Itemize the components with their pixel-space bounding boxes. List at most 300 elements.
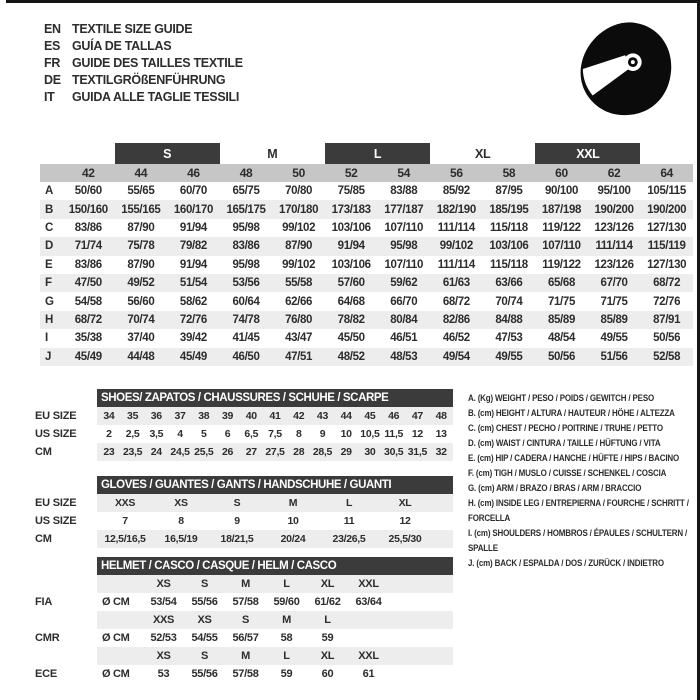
- legend-item: G. (cm) ARM / BRAZO / BRAS / ARM / BRACCIO: [468, 483, 642, 494]
- size-value-cell: 165/175: [226, 203, 266, 216]
- size-column-header: 46: [187, 166, 200, 180]
- legend-item: C. (cm) CHEST / PECHO / POITRINE / TRUHE / PETTO: [468, 423, 663, 434]
- size-value-cell: 105/115: [647, 185, 686, 198]
- strip-row: [35, 530, 453, 548]
- unit-cell: Ø CM: [102, 668, 130, 680]
- size-value-cell: 57/60: [337, 277, 365, 290]
- size-value-cell: L: [283, 578, 290, 590]
- size-value-cell: 123/126: [594, 221, 634, 234]
- measurement-row: [40, 200, 693, 218]
- size-column-header: 42: [81, 166, 95, 180]
- size-value-cell: 49/55: [600, 332, 628, 345]
- size-column-header: 50: [292, 166, 305, 180]
- size-value-cell: 53/56: [232, 277, 260, 290]
- size-value-cell: 48/53: [390, 350, 418, 363]
- size-value-cell: 9: [319, 428, 326, 440]
- helmet-rows: [35, 575, 453, 683]
- size-group-row: [62, 143, 693, 164]
- size-value-cell: L: [283, 650, 290, 662]
- size-value-cell: 95/98: [232, 221, 260, 234]
- strip-row-label: EU SIZE: [35, 497, 77, 509]
- size-value-cell: 91/94: [179, 221, 207, 234]
- size-value-cell: 68/72: [442, 295, 470, 308]
- size-value-cell: XXS: [152, 614, 175, 626]
- size-value-cell: L: [324, 614, 331, 626]
- strip-row-label: ECE: [35, 668, 58, 680]
- size-value-cell: 150/160: [68, 203, 108, 216]
- row-letter: A: [45, 185, 53, 198]
- language-code: FR: [44, 56, 61, 70]
- size-value-cell: 6,5: [244, 428, 259, 440]
- size-value-cell: 75/85: [337, 185, 365, 198]
- row-letter: C: [45, 221, 53, 234]
- size-value-cell: 10,5: [360, 428, 380, 440]
- row-letter: H: [45, 313, 53, 326]
- helmet-size-table: [35, 557, 453, 683]
- row-letter: F: [45, 277, 52, 290]
- size-value-cell: XS: [156, 650, 171, 662]
- measurement-rows: [40, 182, 693, 366]
- size-value-cell: 170/180: [279, 203, 319, 216]
- size-value-cell: 13: [435, 428, 447, 440]
- size-value-cell: 95/98: [232, 258, 260, 271]
- size-value-cell: 76/80: [285, 313, 313, 326]
- strip-row: [97, 575, 453, 593]
- size-value-cell: 62/66: [285, 295, 313, 308]
- size-value-cell: 55/56: [191, 596, 218, 608]
- strip-row-label: CM: [35, 446, 52, 458]
- size-value-cell: XXL: [358, 578, 379, 590]
- measurement-row: [40, 311, 693, 329]
- size-value-cell: 10: [287, 515, 299, 527]
- size-value-cell: 37: [174, 410, 186, 422]
- size-value-cell: 39/42: [179, 332, 207, 345]
- size-column-header: 44: [134, 166, 148, 180]
- size-value-cell: 54/58: [74, 295, 102, 308]
- size-value-cell: 99/102: [282, 258, 316, 271]
- strip-row-label: US SIZE: [35, 428, 77, 440]
- size-value-cell: 35/38: [74, 332, 102, 345]
- size-value-cell: 63/64: [355, 596, 382, 608]
- strip-row: [35, 512, 453, 530]
- size-value-cell: 115/119: [647, 240, 686, 253]
- size-value-cell: 91/94: [337, 240, 365, 253]
- shoes-rows: [35, 407, 453, 461]
- size-value-cell: 12,5/16,5: [104, 533, 146, 545]
- size-value-cell: 60/64: [232, 295, 260, 308]
- strip-row: [35, 425, 453, 443]
- size-value-cell: 182/190: [436, 203, 476, 216]
- language-title-list: [44, 21, 243, 106]
- measurement-row: [40, 274, 693, 292]
- size-value-cell: 65/68: [547, 277, 575, 290]
- size-value-cell: 27,5: [265, 446, 285, 458]
- unit-cell: Ø CM: [102, 596, 130, 608]
- size-value-cell: 7: [122, 515, 128, 527]
- size-value-cell: 80/84: [390, 313, 418, 326]
- size-value-cell: 46/51: [390, 332, 418, 345]
- size-value-cell: 64/68: [337, 295, 365, 308]
- size-value-cell: 28,5: [312, 446, 333, 458]
- size-value-cell: 46/50: [232, 350, 260, 363]
- size-value-cell: 55/56: [191, 668, 218, 680]
- size-value-cell: 24,5: [170, 446, 190, 458]
- size-column-header: 48: [239, 166, 253, 180]
- size-value-cell: 53/54: [150, 596, 177, 608]
- strip-row-label: CM: [35, 533, 52, 545]
- size-value-cell: 173/183: [331, 203, 371, 216]
- main-size-table: [40, 143, 693, 366]
- size-value-cell: 23/26,5: [332, 533, 366, 545]
- size-value-cell: 66/70: [390, 295, 418, 308]
- size-value-cell: 83/88: [390, 185, 418, 198]
- size-value-cell: 185/195: [489, 203, 529, 216]
- row-letter: G: [45, 295, 54, 308]
- size-value-cell: 47: [411, 410, 423, 422]
- size-value-cell: 2,5: [125, 428, 140, 440]
- size-column-header: 52: [344, 166, 358, 180]
- size-value-cell: 45/50: [337, 332, 365, 345]
- size-value-cell: 42: [293, 410, 305, 422]
- size-value-cell: XS: [174, 497, 188, 509]
- size-value-cell: 61/63: [442, 277, 470, 290]
- size-value-cell: 87/95: [495, 185, 523, 198]
- size-value-cell: 59: [280, 668, 293, 680]
- size-value-cell: 103/106: [331, 258, 371, 271]
- size-value-cell: 30: [364, 446, 376, 458]
- size-value-cell: 20/24: [280, 533, 306, 545]
- size-column-header: 62: [607, 166, 621, 180]
- size-value-cell: 12: [399, 515, 411, 527]
- size-value-cell: XL: [320, 578, 335, 590]
- language-code: EN: [44, 22, 61, 36]
- size-value-cell: 49/55: [495, 350, 523, 363]
- helmet-header: HELMET / CASCO / CASQUE / HELM / CASCO: [97, 557, 453, 575]
- size-value-cell: 52/53: [150, 632, 177, 644]
- size-value-cell: 45/49: [179, 350, 207, 363]
- language-label: TEXTILE SIZE GUIDE: [72, 22, 193, 36]
- size-value-cell: 47/53: [495, 332, 523, 345]
- size-value-cell: M: [282, 614, 291, 626]
- size-value-cell: 71/75: [547, 295, 575, 308]
- size-value-cell: 45: [364, 410, 376, 422]
- size-value-cell: 99/102: [439, 240, 473, 253]
- size-value-cell: 95/100: [597, 185, 631, 198]
- size-value-cell: 127/130: [647, 221, 687, 234]
- size-value-cell: 51/54: [179, 277, 207, 290]
- size-value-cell: 5: [201, 428, 207, 440]
- size-value-cell: 55/65: [127, 185, 155, 198]
- size-value-cell: 29: [340, 446, 352, 458]
- size-value-cell: 70/80: [285, 185, 313, 198]
- size-value-cell: 9: [234, 515, 240, 527]
- size-value-cell: 3,5: [149, 428, 164, 440]
- size-value-cell: 25,5/30: [388, 533, 422, 545]
- size-value-cell: 40: [245, 410, 257, 422]
- row-letter: D: [45, 240, 53, 253]
- size-value-cell: 60: [321, 668, 334, 680]
- size-value-cell: 47/50: [74, 277, 102, 290]
- size-value-cell: 123/126: [594, 258, 634, 271]
- strip-row-label: FIA: [35, 596, 53, 608]
- size-value-cell: 95/98: [390, 240, 418, 253]
- size-value-cell: 115/118: [489, 258, 528, 271]
- size-value-cell: 18/21,5: [220, 533, 254, 545]
- size-value-cell: 85/92: [442, 185, 470, 198]
- size-value-cell: 68/72: [653, 277, 681, 290]
- size-value-cell: 119/122: [542, 221, 581, 234]
- size-value-cell: 34: [103, 410, 115, 422]
- measurement-row: [40, 348, 693, 366]
- size-value-cell: 24: [150, 446, 162, 458]
- size-number-row: [40, 164, 693, 182]
- size-value-cell: S: [200, 578, 209, 590]
- gloves-header: GLOVES / GUANTES / GANTS / HANDSCHUHE / GUANTI: [97, 476, 453, 494]
- language-label: TEXTILGRÖßENFÜHRUNG: [72, 73, 226, 87]
- strip-row: [35, 629, 453, 647]
- size-value-cell: 115/118: [489, 221, 528, 234]
- size-value-cell: 58: [280, 632, 293, 644]
- measurement-row: [40, 219, 693, 237]
- size-value-cell: 68/72: [74, 313, 102, 326]
- language-label: GUÍA DE TALLAS: [72, 39, 172, 53]
- size-value-cell: 49/54: [442, 350, 470, 363]
- row-letter: I: [45, 332, 48, 345]
- size-value-cell: 46: [388, 410, 400, 422]
- size-value-cell: 119/122: [542, 258, 581, 271]
- size-value-cell: 49/52: [127, 277, 155, 290]
- size-value-cell: 107/110: [384, 221, 423, 234]
- legend-item: F. (cm) TIGH / MUSLO / CUISSE / SCHENKEL / COSCIA: [468, 468, 667, 479]
- size-value-cell: XXL: [358, 650, 379, 662]
- size-value-cell: 103/106: [331, 221, 371, 234]
- strip-row-label: EU SIZE: [35, 410, 77, 422]
- language-code: IT: [44, 90, 55, 104]
- size-group-l: L: [325, 143, 430, 164]
- size-value-cell: 35: [127, 410, 139, 422]
- measurement-row: [40, 256, 693, 274]
- size-group-xxl: XXL: [535, 143, 640, 164]
- top-border: [6, 0, 700, 3]
- language-code: DE: [44, 73, 61, 87]
- size-value-cell: 58/62: [179, 295, 207, 308]
- size-value-cell: 57/58: [232, 596, 259, 608]
- language-line: [44, 89, 243, 106]
- size-value-cell: M: [241, 650, 250, 662]
- size-value-cell: 190/200: [647, 203, 687, 216]
- size-value-cell: 50/56: [653, 332, 681, 345]
- size-value-cell: 87/90: [285, 240, 313, 253]
- size-value-cell: 44/48: [127, 350, 155, 363]
- size-value-cell: M: [288, 497, 298, 509]
- gloves-rows: [35, 494, 453, 548]
- size-value-cell: 107/110: [384, 258, 423, 271]
- size-value-cell: 28: [293, 446, 305, 458]
- size-value-cell: 177/187: [384, 203, 424, 216]
- size-group-s: S: [115, 143, 220, 164]
- legend-item: H. (cm) INSIDE LEG / ENTREPIERNA / FOURCHE / SCHRITT / FORCELLA: [468, 498, 689, 524]
- size-value-cell: 99/102: [282, 221, 316, 234]
- shoes-table: [35, 389, 453, 461]
- size-value-cell: 160/170: [173, 203, 213, 216]
- size-value-cell: 45/49: [74, 350, 102, 363]
- size-value-cell: 70/74: [495, 295, 523, 308]
- size-value-cell: 6: [224, 428, 231, 440]
- size-value-cell: S: [200, 650, 209, 662]
- size-value-cell: 32: [435, 446, 447, 458]
- language-code: ES: [44, 39, 61, 53]
- size-value-cell: 63/66: [495, 277, 523, 290]
- size-value-cell: 25,5: [194, 446, 214, 458]
- size-value-cell: 57/58: [232, 668, 259, 680]
- size-value-cell: 111/114: [595, 240, 633, 253]
- size-value-cell: 30,5: [384, 446, 404, 458]
- size-value-cell: 11,5: [384, 428, 403, 440]
- size-value-cell: 31,5: [407, 446, 428, 458]
- gloves-table: [35, 476, 453, 548]
- size-value-cell: 43: [316, 410, 328, 422]
- size-value-cell: 87/91: [653, 313, 681, 326]
- language-line: [44, 55, 243, 72]
- size-value-cell: 127/130: [647, 258, 687, 271]
- size-column-header: 64: [660, 166, 673, 180]
- measurement-legend: [468, 391, 696, 571]
- size-value-cell: 103/106: [489, 240, 529, 253]
- size-value-cell: 37/40: [127, 332, 155, 345]
- size-value-cell: 71/75: [600, 295, 628, 308]
- size-value-cell: 78/82: [337, 313, 365, 326]
- size-value-cell: 61/62: [314, 596, 341, 608]
- size-value-cell: 7,5: [268, 428, 282, 440]
- strip-row-label: US SIZE: [35, 515, 77, 527]
- size-value-cell: 48/52: [337, 350, 365, 363]
- strip-row: [35, 593, 453, 611]
- size-value-cell: 53: [157, 668, 170, 680]
- size-value-cell: 52/58: [653, 350, 681, 363]
- legend-item: B. (cm) HEIGHT / ALTURA / HAUTEUR / HÖHE / ALTEZZA: [468, 408, 675, 419]
- measurement-row: [40, 329, 693, 347]
- size-value-cell: 87/90: [127, 258, 155, 271]
- size-value-cell: 16,5/19: [164, 533, 198, 545]
- size-value-cell: 83/86: [232, 240, 260, 253]
- size-value-cell: 26: [221, 446, 234, 458]
- size-value-cell: 8: [295, 428, 302, 440]
- size-column-header: 54: [397, 166, 411, 180]
- size-value-cell: 67/70: [600, 277, 628, 290]
- size-value-cell: 190/200: [594, 203, 634, 216]
- size-group-m: M: [267, 146, 278, 161]
- size-value-cell: XS: [197, 614, 212, 626]
- size-value-cell: 56/57: [232, 632, 259, 644]
- size-value-cell: 70/74: [127, 313, 155, 326]
- size-value-cell: 47/51: [285, 350, 313, 363]
- size-value-cell: 75/78: [127, 240, 155, 253]
- size-value-cell: 65/75: [232, 185, 260, 198]
- language-label: GUIDE DES TAILLES TEXTILE: [72, 56, 243, 70]
- size-value-cell: 79/82: [179, 240, 207, 253]
- strip-row: [35, 665, 453, 683]
- language-label: GUIDA ALLE TAGLIE TESSILI: [72, 90, 240, 104]
- size-value-cell: 12: [411, 428, 423, 440]
- size-value-cell: 10: [340, 428, 352, 440]
- unit-cell: Ø CM: [102, 632, 130, 644]
- size-value-cell: 84/88: [495, 313, 523, 326]
- size-value-cell: 41/45: [232, 332, 260, 345]
- size-value-cell: 83/86: [74, 258, 102, 271]
- size-value-cell: 27: [245, 446, 257, 458]
- shoes-header: SHOES/ ZAPATOS / CHAUSSURES / SCHUHE / SCARPE: [97, 389, 453, 407]
- size-value-cell: 11: [343, 515, 355, 527]
- size-value-cell: 87/90: [127, 221, 155, 234]
- strip-row: [35, 494, 453, 512]
- size-value-cell: 111/114: [437, 221, 475, 234]
- language-line: [44, 21, 243, 38]
- size-value-cell: S: [233, 497, 241, 509]
- size-value-cell: 155/165: [121, 203, 161, 216]
- legend-item: D. (cm) WAIST / CINTURA / TAILLE / HÜFTUNG / VITA: [468, 438, 661, 449]
- size-value-cell: 56/60: [127, 295, 155, 308]
- size-value-cell: 59: [321, 632, 334, 644]
- size-value-cell: XL: [398, 497, 412, 509]
- size-value-cell: 48/54: [547, 332, 575, 345]
- size-value-cell: 55/58: [285, 277, 313, 290]
- size-value-cell: XS: [156, 578, 171, 590]
- legend-item: I. (cm) SHOULDERS / HOMBROS / ÉPAULES / SCHULTERN / SPALLE: [468, 528, 688, 554]
- size-value-cell: 23: [103, 446, 115, 458]
- size-value-cell: 48: [435, 410, 447, 422]
- size-value-cell: 46/52: [442, 332, 470, 345]
- size-value-cell: XL: [320, 650, 335, 662]
- size-value-cell: 41: [269, 410, 281, 422]
- measurement-row: [40, 182, 693, 200]
- size-value-cell: 60/70: [179, 185, 207, 198]
- size-value-cell: 50/56: [547, 350, 575, 363]
- size-value-cell: 50/60: [74, 185, 102, 198]
- row-letter: E: [45, 258, 53, 271]
- size-value-cell: M: [241, 578, 250, 590]
- size-value-cell: 85/89: [600, 313, 628, 326]
- size-value-cell: 8: [178, 515, 184, 527]
- row-letter: B: [45, 203, 53, 216]
- size-value-cell: 36: [150, 410, 162, 422]
- size-value-cell: 38: [198, 410, 210, 422]
- size-value-cell: 39: [221, 410, 234, 422]
- strip-row: [97, 611, 453, 629]
- strip-row: [35, 407, 453, 425]
- row-letter: J: [45, 350, 52, 363]
- size-value-cell: 74/78: [232, 313, 260, 326]
- language-line: [44, 72, 243, 89]
- size-value-cell: 111/114: [437, 258, 475, 271]
- size-value-cell: 4: [177, 428, 183, 440]
- measurement-row: [40, 237, 693, 255]
- size-value-cell: L: [345, 497, 353, 509]
- size-value-cell: 59/62: [390, 277, 418, 290]
- size-value-cell: 51/56: [600, 350, 628, 363]
- size-value-cell: 82/86: [442, 313, 470, 326]
- size-value-cell: 83/86: [74, 221, 102, 234]
- size-value-cell: 43/47: [285, 332, 313, 345]
- size-value-cell: 72/76: [179, 313, 207, 326]
- size-value-cell: 85/89: [547, 313, 575, 326]
- size-value-cell: 91/94: [179, 258, 207, 271]
- size-value-cell: 107/110: [542, 240, 581, 253]
- size-value-cell: 72/76: [653, 295, 681, 308]
- language-line: [44, 38, 243, 55]
- strip-row: [35, 443, 453, 461]
- size-value-cell: 23,5: [122, 446, 143, 458]
- strip-row-label: CMR: [35, 632, 60, 644]
